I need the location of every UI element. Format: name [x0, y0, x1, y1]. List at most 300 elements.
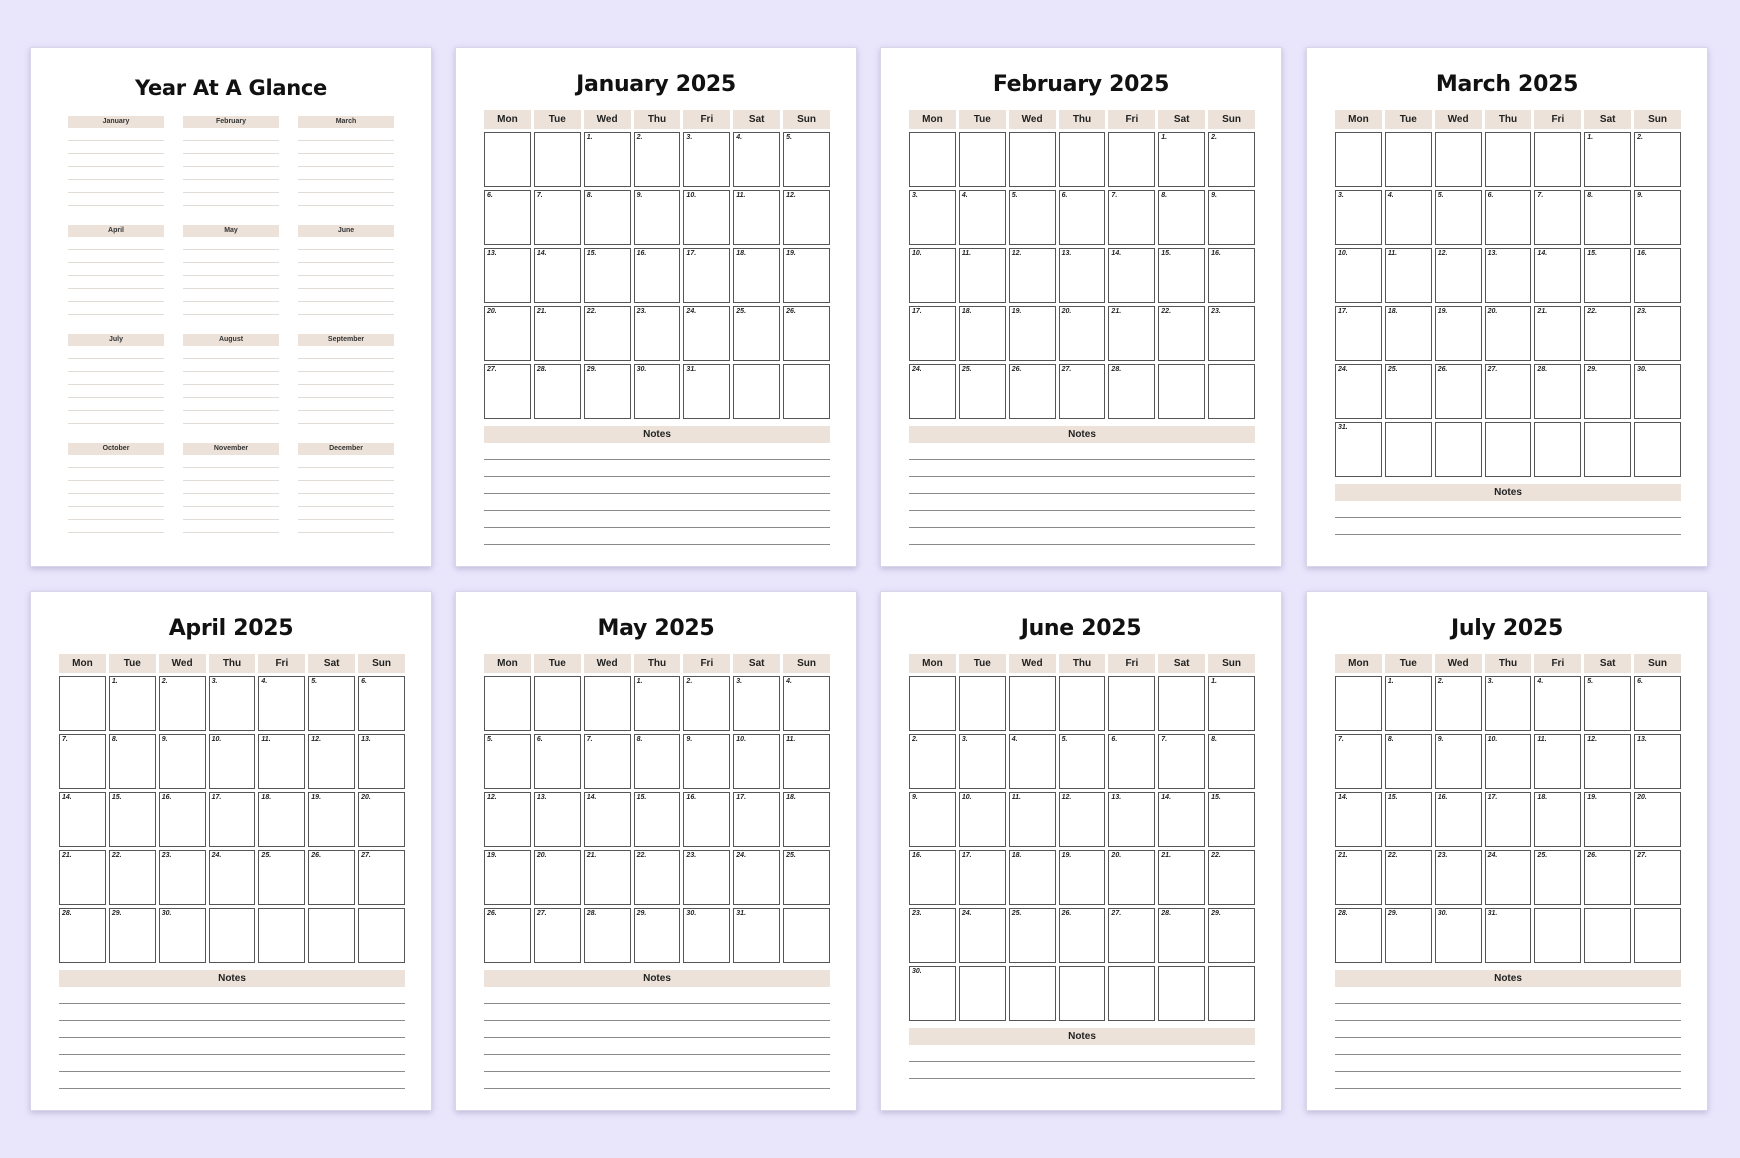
day-cell [683, 676, 730, 731]
day-cell [159, 676, 206, 731]
day-number: 16. [1637, 250, 1647, 257]
day-cell [959, 132, 1006, 187]
day-cell [159, 734, 206, 789]
note-line [484, 1021, 830, 1038]
day-cell [1158, 676, 1205, 731]
weekday-header: Fri [1534, 654, 1581, 673]
day-number: 29. [1387, 910, 1398, 917]
writing-line [68, 250, 164, 263]
day-cell [1208, 792, 1255, 847]
day-number: 7. [1338, 736, 1344, 743]
day-number: 26. [1587, 852, 1598, 859]
day-cell [1385, 248, 1432, 303]
note-line [909, 443, 1255, 460]
day-cell [584, 792, 631, 847]
note-line [1335, 987, 1681, 1004]
day-number: 3. [1487, 678, 1494, 685]
day-cell [683, 792, 730, 847]
month-label: December [298, 443, 394, 455]
day-cell [1385, 364, 1432, 419]
day-cell [1534, 364, 1581, 419]
day-number: 29. [636, 910, 647, 917]
note-line [909, 477, 1255, 494]
day-cell [1435, 364, 1482, 419]
day-number: 18. [1537, 794, 1548, 801]
day-number: 16. [1211, 250, 1221, 257]
day-cell [308, 676, 355, 731]
notes-header: Notes [59, 970, 405, 987]
day-cell [1335, 792, 1382, 847]
day-number: 23. [1637, 308, 1647, 315]
day-cell [109, 734, 156, 789]
day-cell [1208, 734, 1255, 789]
weekday-header: Sat [1584, 110, 1631, 129]
day-cell [484, 248, 531, 303]
day-number: 22. [1211, 852, 1221, 859]
day-cell [584, 364, 631, 419]
day-number: 28. [1338, 910, 1348, 917]
notes-header: Notes [1335, 484, 1681, 501]
day-cell [1158, 364, 1205, 419]
day-cell [909, 676, 956, 731]
day-number: 25. [261, 852, 272, 859]
day-number: 19. [1437, 308, 1448, 315]
weekday-header: Wed [1435, 110, 1482, 129]
weekday-header: Sun [1634, 654, 1681, 673]
weekday-header: Mon [484, 110, 531, 129]
day-number: 22. [636, 852, 647, 859]
weekday-header: Wed [1009, 110, 1056, 129]
note-line [1335, 1021, 1681, 1038]
day-cell [959, 306, 1006, 361]
day-cell [783, 190, 830, 245]
note-line [1335, 1072, 1681, 1089]
page-title: February 2025 [992, 72, 1170, 97]
day-number: 11. [961, 250, 972, 257]
day-cell [1534, 306, 1581, 361]
note-line [59, 1038, 405, 1055]
day-number: 27. [1487, 366, 1498, 373]
day-cell [209, 792, 256, 847]
day-cell [1108, 364, 1155, 419]
day-cell [209, 850, 256, 905]
day-cell [59, 850, 106, 905]
weekday-header: Tue [959, 110, 1006, 129]
day-cell [1335, 364, 1382, 419]
writing-line [183, 507, 279, 520]
day-cell [1009, 364, 1056, 419]
weekday-header: Sun [1208, 654, 1255, 673]
day-number: 4. [961, 192, 968, 199]
day-number: 17. [686, 250, 697, 257]
writing-line [183, 237, 279, 250]
day-cell [1059, 966, 1106, 1021]
day-number: 15. [636, 794, 647, 801]
weekday-header: Mon [1335, 654, 1382, 673]
day-cell [909, 190, 956, 245]
day-number: 1. [1211, 678, 1217, 685]
day-cell [1385, 908, 1432, 963]
day-cell [634, 676, 681, 731]
weekday-header: Fri [258, 654, 305, 673]
day-number: 20. [1061, 308, 1072, 315]
day-number: 21. [586, 852, 597, 859]
note-line [1335, 1004, 1681, 1021]
note-line [909, 494, 1255, 511]
day-number: 10. [1487, 736, 1498, 743]
day-number: 29. [1587, 366, 1598, 373]
day-cell [1584, 248, 1631, 303]
day-cell [1108, 734, 1155, 789]
day-cell [1208, 248, 1255, 303]
writing-line [298, 263, 394, 276]
writing-line [183, 276, 279, 289]
day-cell [584, 306, 631, 361]
day-number: 4. [1537, 678, 1544, 685]
day-cell [1059, 248, 1106, 303]
weekday-header: Sun [1634, 110, 1681, 129]
day-cell [959, 966, 1006, 1021]
day-cell [634, 364, 681, 419]
day-number: 23. [161, 852, 172, 859]
day-cell [1108, 792, 1155, 847]
day-number: 29. [1211, 910, 1221, 917]
day-number: 6. [1487, 192, 1494, 199]
day-cell [1385, 306, 1432, 361]
day-cell [1108, 908, 1155, 963]
weekday-header: Wed [584, 110, 631, 129]
day-cell [1485, 132, 1532, 187]
month-label: November [183, 443, 279, 455]
day-cell [534, 132, 581, 187]
page-title: May 2025 [597, 616, 715, 641]
day-cell [783, 248, 830, 303]
month-page [880, 591, 1282, 1111]
day-number: 3. [961, 736, 968, 743]
day-number: 31. [736, 910, 747, 917]
day-number: 6. [1637, 678, 1643, 685]
notes-section [484, 970, 830, 1089]
writing-line [298, 128, 394, 141]
weekday-header: Mon [484, 654, 531, 673]
day-cell [308, 850, 355, 905]
writing-line [298, 494, 394, 507]
day-cell [258, 792, 305, 847]
writing-line [298, 411, 394, 424]
day-number: 8. [636, 736, 643, 743]
weekday-header: Thu [209, 654, 256, 673]
weekday-header: Thu [1485, 654, 1532, 673]
day-cell [1158, 132, 1205, 187]
day-cell [1534, 734, 1581, 789]
day-cell [1108, 676, 1155, 731]
day-number: 16. [912, 852, 922, 859]
day-cell [358, 850, 405, 905]
day-cell [1435, 908, 1482, 963]
note-line [59, 1004, 405, 1021]
day-number: 8. [1587, 192, 1594, 199]
day-number: 28. [586, 910, 597, 917]
day-number: 11. [1011, 794, 1021, 801]
writing-line [183, 263, 279, 276]
writing-line [183, 250, 279, 263]
day-cell [534, 676, 581, 731]
day-cell [1435, 132, 1482, 187]
notes-section [909, 1028, 1255, 1079]
day-number: 13. [536, 794, 547, 801]
weekday-header: Sun [358, 654, 405, 673]
writing-line [183, 359, 279, 372]
day-number: 17. [961, 852, 972, 859]
day-cell [358, 676, 405, 731]
writing-line [183, 346, 279, 359]
note-line [1335, 501, 1681, 518]
writing-line [68, 276, 164, 289]
day-number: 18. [1011, 852, 1022, 859]
page-title: April 2025 [168, 616, 294, 641]
day-number: 6. [487, 192, 493, 199]
day-number: 13. [1061, 250, 1072, 257]
notes-section [59, 970, 405, 1089]
day-cell [534, 190, 581, 245]
note-line [909, 460, 1255, 477]
weekday-header: Thu [1059, 654, 1106, 673]
day-cell [783, 364, 830, 419]
day-number: 14. [1111, 250, 1122, 257]
day-cell [1385, 676, 1432, 731]
day-cell [1634, 734, 1681, 789]
month-page [30, 591, 432, 1111]
calendar-grid [909, 110, 1255, 419]
day-number: 14. [1537, 250, 1548, 257]
day-cell [1534, 908, 1581, 963]
day-number: 20. [361, 794, 371, 801]
day-number: 30. [686, 910, 697, 917]
writing-line [183, 167, 279, 180]
day-cell [959, 792, 1006, 847]
day-number: 4. [261, 678, 268, 685]
day-number: 23. [1437, 852, 1448, 859]
day-number: 16. [1437, 794, 1448, 801]
writing-line [183, 141, 279, 154]
writing-line [68, 237, 164, 250]
day-cell [909, 248, 956, 303]
day-number: 7. [62, 736, 68, 743]
writing-line [183, 385, 279, 398]
weekday-header: Fri [683, 654, 730, 673]
day-cell [959, 908, 1006, 963]
weekday-header: Wed [1009, 654, 1056, 673]
day-cell [959, 248, 1006, 303]
writing-line [68, 302, 164, 315]
day-number: 17. [736, 794, 747, 801]
day-cell [909, 792, 956, 847]
month-label: August [183, 334, 279, 346]
day-number: 15. [586, 250, 597, 257]
day-number: 4. [786, 678, 792, 685]
day-cell [484, 306, 531, 361]
day-number: 16. [636, 250, 647, 257]
day-number: 29. [111, 910, 122, 917]
day-number: 1. [111, 678, 118, 685]
day-cell [1534, 190, 1581, 245]
day-cell [733, 734, 780, 789]
day-cell [1634, 132, 1681, 187]
day-number: 3. [211, 678, 218, 685]
day-number: 17. [912, 308, 922, 315]
day-number: 4. [1011, 736, 1018, 743]
weekday-header: Sat [1584, 654, 1631, 673]
writing-line [298, 180, 394, 193]
weekday-header: Tue [1385, 654, 1432, 673]
day-number: 12. [786, 192, 796, 199]
day-number: 16. [161, 794, 172, 801]
day-cell [484, 676, 531, 731]
day-number: 17. [211, 794, 222, 801]
day-number: 9. [161, 736, 168, 743]
day-cell [59, 734, 106, 789]
calendar-grid [909, 654, 1255, 1021]
day-number: 23. [1211, 308, 1221, 315]
writing-line [298, 167, 394, 180]
writing-line [298, 372, 394, 385]
weekday-header: Thu [1059, 110, 1106, 129]
day-cell [1335, 676, 1382, 731]
day-cell [1208, 306, 1255, 361]
day-cell [59, 792, 106, 847]
day-cell [909, 734, 956, 789]
day-cell [534, 364, 581, 419]
day-cell [683, 132, 730, 187]
calendar-grid [484, 654, 830, 963]
day-cell [484, 190, 531, 245]
day-number: 7. [536, 192, 543, 199]
weekday-header: Tue [109, 654, 156, 673]
month-block [183, 443, 279, 534]
writing-line [68, 398, 164, 411]
day-cell [683, 190, 730, 245]
day-cell [1009, 850, 1056, 905]
day-cell [733, 190, 780, 245]
day-cell [1208, 190, 1255, 245]
weekday-header: Tue [959, 654, 1006, 673]
weekday-header: Thu [1485, 110, 1532, 129]
writing-line [298, 385, 394, 398]
day-number: 5. [1587, 678, 1594, 685]
day-cell [358, 792, 405, 847]
day-cell [634, 734, 681, 789]
writing-line [298, 193, 394, 206]
day-cell [209, 676, 256, 731]
weekday-header: Tue [534, 654, 581, 673]
day-cell [1584, 132, 1631, 187]
day-number: 3. [736, 678, 743, 685]
day-cell [1634, 364, 1681, 419]
day-cell [109, 676, 156, 731]
day-number: 23. [912, 910, 922, 917]
day-cell [1634, 792, 1681, 847]
day-cell [1335, 306, 1382, 361]
weekday-header: Fri [1534, 110, 1581, 129]
day-number: 23. [686, 852, 697, 859]
day-cell [1584, 734, 1631, 789]
day-cell [1584, 422, 1631, 477]
day-number: 5. [786, 134, 792, 141]
day-cell [308, 734, 355, 789]
day-cell [1335, 190, 1382, 245]
day-cell [1335, 248, 1382, 303]
day-cell [159, 792, 206, 847]
day-cell [159, 850, 206, 905]
day-number: 9. [636, 192, 643, 199]
writing-line [298, 359, 394, 372]
day-cell [1634, 908, 1681, 963]
day-cell [1634, 190, 1681, 245]
day-cell [1208, 908, 1255, 963]
day-number: 26. [786, 308, 796, 315]
day-number: 7. [1111, 192, 1118, 199]
weekday-header: Mon [909, 110, 956, 129]
day-number: 30. [1437, 910, 1448, 917]
day-cell [1208, 132, 1255, 187]
month-block [68, 443, 164, 534]
day-cell [1009, 190, 1056, 245]
day-number: 25. [961, 366, 972, 373]
writing-line [183, 481, 279, 494]
month-block [68, 334, 164, 425]
day-cell [1158, 734, 1205, 789]
day-cell [109, 908, 156, 963]
day-cell [1584, 850, 1631, 905]
day-cell [1009, 734, 1056, 789]
day-cell [1059, 306, 1106, 361]
day-cell [1158, 792, 1205, 847]
weekday-header: Mon [59, 654, 106, 673]
day-number: 22. [111, 852, 122, 859]
day-cell [484, 734, 531, 789]
day-number: 18. [261, 794, 272, 801]
day-cell [584, 190, 631, 245]
day-cell [634, 792, 681, 847]
writing-line [298, 481, 394, 494]
day-cell [1208, 364, 1255, 419]
day-cell [1584, 364, 1631, 419]
day-cell [308, 792, 355, 847]
day-number: 14. [62, 794, 72, 801]
day-cell [1584, 190, 1631, 245]
notes-section [1335, 970, 1681, 1089]
day-number: 10. [686, 192, 697, 199]
day-cell [1108, 132, 1155, 187]
writing-line [68, 411, 164, 424]
day-number: 30. [636, 366, 647, 373]
day-number: 13. [1111, 794, 1122, 801]
month-block [68, 116, 164, 207]
day-number: 25. [786, 852, 796, 859]
day-number: 12. [1061, 794, 1072, 801]
day-cell [683, 850, 730, 905]
day-number: 26. [1011, 366, 1022, 373]
day-cell [959, 364, 1006, 419]
writing-line [68, 180, 164, 193]
note-line [59, 1072, 405, 1089]
day-number: 9. [1211, 192, 1217, 199]
day-number: 25. [1387, 366, 1398, 373]
day-cell [783, 908, 830, 963]
day-cell [1009, 966, 1056, 1021]
day-number: 9. [1637, 192, 1643, 199]
writing-line [68, 385, 164, 398]
